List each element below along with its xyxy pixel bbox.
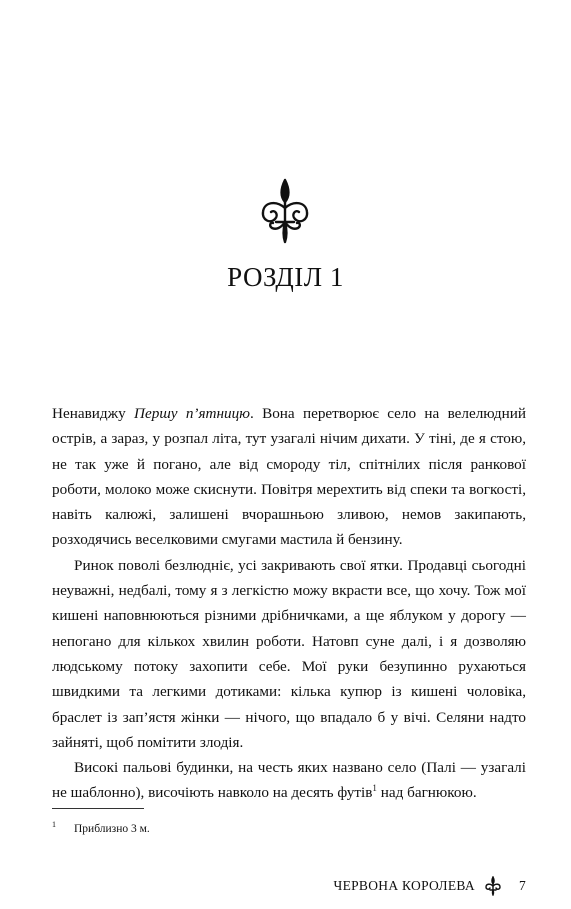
paragraph-3-start: Високі пальові будинки, на честь яких названо село (Палі — узагалі не шаблонно), височіють навколо на десять футів <box>52 759 526 802</box>
chapter-title: РОЗДІЛ 1 <box>227 262 344 292</box>
paragraph-3 <box>52 755 526 806</box>
fleur-de-lis-small-icon <box>483 876 503 896</box>
chapter-body <box>52 401 526 806</box>
footnote-mark: 1 <box>52 820 56 829</box>
page-number: 7 <box>518 878 526 893</box>
paragraph-1-rest: . Вона перетворює село на велелюдний острів, а зараз, у розпал літа, тут узагалі нічим дихати. У тіні, де я стою, не так уже й погано, але від смороду тіл, спітнілих після ранкової роботи, молоко може скиснути. Повітря мерехтить від спеки та вогкості, навіть калюжі, залишені вчорашньою зливою, немов закипають, розходячись веселковими смугами мастила й бензину. <box>52 405 526 549</box>
fleur-de-lis-ornament-icon <box>254 178 316 244</box>
paragraph-2: Ринок поволі безлюдніє, усі закривають свої ятки. Продавці сьогодні неуважні, недбалі, тому я з легкістю можу вкрасти все, що хочу. Тож мої кишені наповнюються різними дрібничками, а ще яблуком у дорогу — непогано для кількох хвилин роботи. Натовп суне далі, і я дозволяю людському потоку захопити себе. Мої руки безупинно рухаються швидкими та легкими дотиками: кілька купюр із кишені чоловіка, браслет із зап’ястя жінки — нічого, що впадало б у вічі. Селяни надто зайняті, щоб помітити злодія. <box>52 556 526 751</box>
footnote <box>52 820 150 835</box>
footnote-text: Приблизно 3 м. <box>74 822 150 835</box>
paragraph-1 <box>52 401 526 553</box>
paragraph-3-rest: над багнюкою. <box>376 784 477 802</box>
paragraph-1-italic: Першу п’ятницю <box>134 405 250 422</box>
paragraph-1-start: Ненавиджу <box>52 405 135 422</box>
running-footer <box>334 876 527 896</box>
footnote-divider <box>52 808 144 809</box>
book-title: ЧЕРВОНА КОРОЛЕВА <box>333 878 475 893</box>
footnote-reference: 1 <box>372 783 377 794</box>
